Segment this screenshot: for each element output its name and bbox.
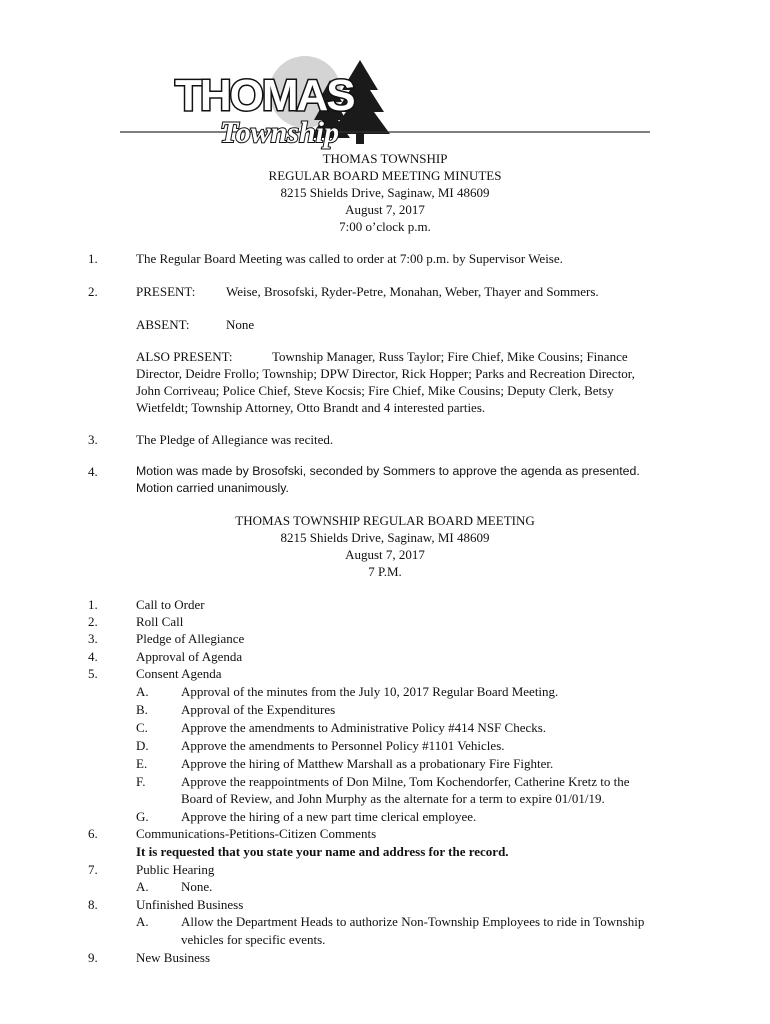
header-title: THOMAS TOWNSHIP (322, 151, 448, 166)
agenda-number: 9. (88, 950, 98, 965)
agenda-subitem: Approve the reappointments of Don Milne, Tom Kochendorfer, Catherine Kretz to the (181, 774, 630, 789)
agenda-number: 8. (88, 897, 98, 912)
agenda-item: Roll Call (136, 614, 184, 629)
also-present-label: ALSO PRESENT: (136, 349, 233, 364)
agenda-subitem: Approve the hiring of a new part time clerical employee. (181, 809, 477, 824)
agenda-item: New Business (136, 950, 211, 965)
agenda-item: Call to Order (136, 597, 205, 612)
agenda-subitem: Approval of the minutes from the July 10, 2017 Regular Board Meeting. (181, 684, 559, 699)
also-present-line: Director, Deidre Frollo; Township; DPW Director, Rick Hopper; Parks and Recreation Director, (136, 366, 635, 381)
agenda-title: THOMAS TOWNSHIP REGULAR BOARD MEETING (235, 513, 535, 528)
motion-text: Motion was made by Brosofski, seconded by Sommers to approve the agenda as presented. (136, 464, 640, 478)
present-label: PRESENT: (136, 284, 196, 299)
township-logo (120, 50, 650, 150)
logo-township-text: Township (220, 116, 339, 149)
header-time: 7:00 o’clock p.m. (339, 219, 431, 234)
agenda-number: 3. (88, 631, 98, 646)
agenda-address: 8215 Shields Drive, Saginaw, MI 48609 (280, 530, 490, 545)
agenda-subletter: B. (136, 702, 148, 717)
agenda-subitem: Approval of the Expenditures (181, 702, 336, 717)
agenda-subitem: None. (181, 879, 213, 894)
agenda-subletter: A. (136, 879, 149, 894)
minutes-item-text: The Regular Board Meeting was called to order at 7:00 p.m. by Supervisor Weise. (136, 251, 563, 266)
minutes-item-text: The Pledge of Allegiance was recited. (136, 432, 334, 447)
also-present-line: Township Manager, Russ Taylor; Fire Chief, Mike Cousins; Finance (272, 349, 628, 364)
minutes-item-number: 3. (88, 432, 98, 447)
agenda-number: 2. (88, 614, 98, 629)
absent-label: ABSENT: (136, 317, 190, 332)
agenda-date: August 7, 2017 (345, 547, 425, 562)
agenda-subitem: Approve the amendments to Administrative Policy #414 NSF Checks. (181, 720, 547, 735)
agenda-item: Public Hearing (136, 862, 215, 877)
header-date: August 7, 2017 (345, 202, 425, 217)
agenda-number: 4. (88, 649, 98, 664)
agenda-subitem: Board of Review, and John Murphy as the alternate for a term to expire 01/01/19. (181, 791, 605, 806)
agenda-item: Unfinished Business (136, 897, 244, 912)
agenda-item: Communications-Petitions-Citizen Comments (136, 826, 377, 841)
agenda-subitem: Approve the amendments to Personnel Policy #1101 Vehicles. (181, 738, 505, 753)
agenda-subletter: A. (136, 914, 149, 929)
agenda-subletter: G. (136, 809, 149, 824)
agenda-subletter: C. (136, 720, 148, 735)
agenda-number: 7. (88, 862, 98, 877)
agenda-subletter: F. (136, 774, 146, 789)
agenda-note: It is requested that you state your name and address for the record. (136, 844, 509, 859)
minutes-item-number: 2. (88, 284, 98, 299)
agenda-number: 1. (88, 597, 98, 612)
also-present-line: John Corriveau; Police Chief, Steve Kocsis; Fire Chief, Mike Cousins; Deputy Clerk, Betsy (136, 383, 614, 398)
also-present-line: Wietfeldt; Township Attorney, Otto Brandt and 4 interested parties. (136, 400, 486, 415)
agenda-number: 6. (88, 826, 98, 841)
header-subtitle: REGULAR BOARD MEETING MINUTES (268, 168, 502, 183)
header-address: 8215 Shields Drive, Saginaw, MI 48609 (280, 185, 490, 200)
agenda-subitem: vehicles for specific events. (181, 932, 326, 947)
agenda-subletter: A. (136, 684, 149, 699)
agenda-item: Approval of Agenda (136, 649, 243, 664)
minutes-item-number: 4. (88, 464, 98, 479)
agenda-item: Pledge of Allegiance (136, 631, 245, 646)
agenda-subitem: Allow the Department Heads to authorize Non-Township Employees to ride in Township (181, 914, 645, 929)
agenda-subletter: D. (136, 738, 149, 753)
minutes-item-number: 1. (88, 251, 98, 266)
logo-graphic (120, 50, 650, 150)
agenda-subitem: Approve the hiring of Matthew Marshall as a probationary Fire Fighter. (181, 756, 554, 771)
logo-thomas-text: THOMAS (175, 71, 354, 120)
agenda-number: 5. (88, 666, 98, 681)
agenda-item: Consent Agenda (136, 666, 222, 681)
motion-text: Motion carried unanimously. (136, 481, 289, 495)
agenda-time: 7 P.M. (368, 564, 402, 579)
absent-names: None (226, 317, 255, 332)
agenda-subletter: E. (136, 756, 148, 771)
present-names: Weise, Brosofski, Ryder-Petre, Monahan, Weber, Thayer and Sommers. (226, 284, 599, 299)
